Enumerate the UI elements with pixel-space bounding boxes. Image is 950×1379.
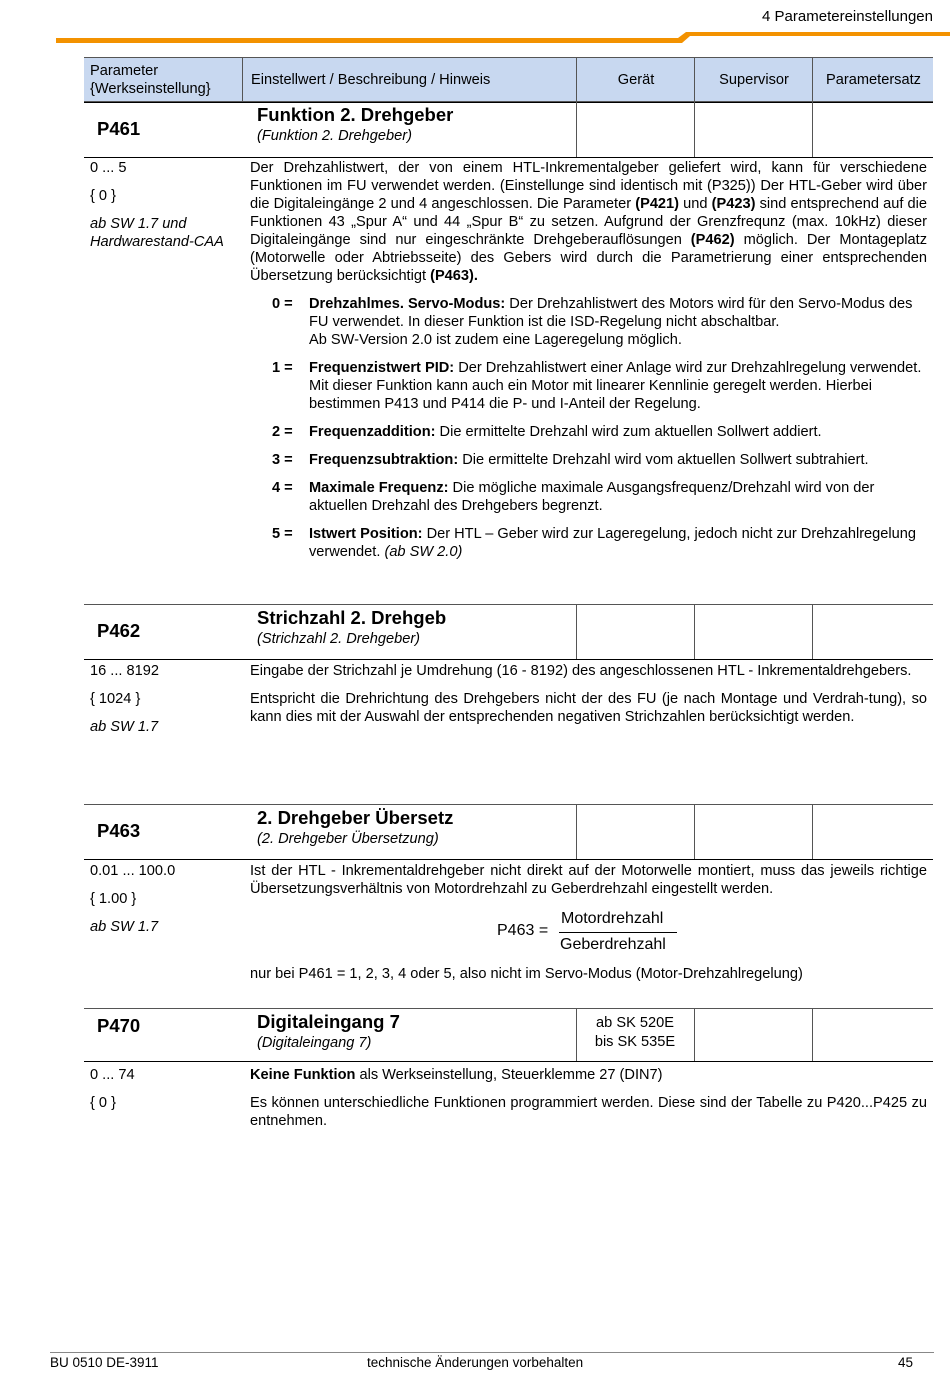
col-parameter-label: Parameter [90, 63, 159, 79]
p470-description [250, 1066, 927, 1140]
option-number: 4 = [272, 480, 293, 496]
formula-numerator: Motordrehzahl [561, 910, 664, 927]
p461-option [250, 451, 927, 469]
p462-version: ab SW 1.7 [90, 719, 159, 735]
p470-range: 0 ... 74 [90, 1067, 135, 1083]
option-number: 1 = [272, 360, 293, 376]
formula-lhs: P463 = [497, 922, 549, 939]
option-text: Drehzahlmes. Servo-Modus: Der Drehzahlistwert des Motors wird für den Servo-Modus des FU verwendet. In dieser Funktion ist die ISD-Regelung nicht abschaltbar. Ab SW-Version 2.0 ist zudem eine Lageregelung möglich. [309, 296, 913, 348]
p463-version: ab SW 1.7 [90, 919, 159, 935]
p461-default: { 0 } [90, 188, 116, 204]
p461-option [250, 423, 927, 441]
p470-geraet-from: ab SK 520E [596, 1015, 674, 1031]
page-number: 45 [898, 1355, 914, 1370]
p470-header [84, 1008, 933, 1062]
p461-option [250, 525, 927, 561]
p463-header [84, 804, 933, 860]
p470-subtitle: (Digitaleingang 7) [257, 1035, 372, 1051]
option-number: 2 = [272, 424, 293, 440]
p461-options [250, 295, 927, 561]
footer-note: technische Änderungen vorbehalten [367, 1355, 584, 1370]
p461-values [90, 159, 224, 261]
p462-subtitle: (Strichzahl 2. Drehgeber) [257, 631, 421, 647]
p462-id: P462 [97, 620, 141, 641]
p463-values [90, 862, 175, 946]
col-supervisor-label: Supervisor [719, 72, 789, 88]
p470-default: { 0 } [90, 1095, 116, 1111]
p463-id: P463 [97, 820, 141, 841]
option-number: 5 = [272, 526, 293, 542]
option-number: 0 = [272, 296, 293, 312]
col-default-label: {Werkseinstellung} [90, 81, 211, 97]
formula-denominator: Geberdrehzahl [560, 936, 666, 953]
p470-text2: Es können unterschiedliche Funktionen programmiert werden. Diese sind der Tabelle zu P420...P425 zu entnehmen. [250, 1095, 927, 1129]
p461-intro: Der Drehzahlistwert, der von einem HTL-Inkrementalgeber geliefert wird, kann für verschiedene Funktionen im FU verwendet werden. (Einstellunge sind identisch mit (P325)) Der HTL-Geber wird über die Digitaleingänge 2 und 4 angeschlossen. Die Parameter (P421) und (P423) sind entsprechend auf die Funktionen 43 „Spur A“ und 44 „Spur B“ zu setzen. Aufgrund der Grenzfrequnz (max. 10kHz) dieser Digitaleingänge sind nur eingeschränkte Drehgeberauflösungen (P462) möglich. Der Montageplatz (Motorwelle oder Abtriebsseite) des Gebers wird durch die Parametrierung einer entsprechenden Übersetzung berücksichtigt (P463). [250, 160, 927, 284]
p462-description [250, 662, 927, 736]
option-text: Frequenzaddition: Die ermittelte Drehzahl wird zum aktuellen Sollwert addiert. [309, 424, 822, 440]
p463-title: 2. Drehgeber Übersetz [257, 807, 454, 828]
table-header [84, 57, 933, 103]
p461-version: ab SW 1.7 und [90, 216, 187, 232]
p470-id: P470 [97, 1015, 141, 1036]
orange-header-bar [56, 32, 950, 50]
p461-header [84, 101, 933, 158]
p470-values [90, 1066, 135, 1122]
col-geraet-label: Gerät [617, 72, 655, 88]
p462-default: { 1024 } [90, 691, 141, 707]
p462-header [84, 604, 933, 660]
p462-range: 16 ... 8192 [90, 663, 159, 679]
p461-title: Funktion 2. Drehgeber [257, 104, 454, 125]
option-text: Frequenzsubtraktion: Die ermittelte Drehzahl wird vom aktuellen Sollwert subtrahiert. [309, 452, 869, 468]
p462-values [90, 662, 159, 746]
p461-hardware: Hardwarestand-CAA [90, 234, 224, 250]
chapter-title: 4 Parametereinstellungen [762, 8, 933, 25]
p462-text2: Entspricht die Drehrichtung des Drehgebers nicht der des FU (je nach Montage und Verdrah-tung), so kann dies mit der Auswahl der entsprechenden negativen Strichzahlen berücksichtigt werden. [250, 691, 927, 725]
p470-text1: Keine Funktion als Werkseinstellung, Steuerklemme 27 (DIN7) [250, 1067, 663, 1083]
option-text: Maximale Frequenz: Die mögliche maximale Ausgangsfrequenz/Drehzahl wird von der aktuellen Drehzahl des Drehgebers begrenzt. [309, 480, 875, 514]
option-number: 3 = [272, 452, 293, 468]
p461-option [250, 359, 927, 413]
option-text: Istwert Position: Der HTL – Geber wird zur Lageregelung, jedoch nicht zur Drehzahlregelung verwendet. (ab SW 2.0) [309, 526, 916, 560]
gear-ratio-formula [497, 908, 697, 958]
p463-subtitle: (2. Drehgeber Übersetzung) [257, 831, 439, 847]
p470-title: Digitaleingang 7 [257, 1011, 400, 1032]
col-parametersatz-label: Parametersatz [826, 72, 921, 88]
p461-range: 0 ... 5 [90, 160, 127, 176]
p461-option [250, 479, 927, 515]
col-description-label: Einstellwert / Beschreibung / Hinweis [251, 72, 491, 88]
p470-geraet [576, 1014, 694, 1052]
option-text: Frequenzistwert PID: Der Drehzahlistwert einer Anlage wird zur Drehzahlregelung verwendet. Mit dieser Funktion kann auch ein Motor mit linearer Kennlinie geregelt werden. Hierbei bestimmen P413 und P414 die P- und I-Anteil der Regelung. [309, 360, 922, 412]
p463-description [250, 862, 927, 908]
footer-divider [50, 1352, 934, 1353]
p461-id: P461 [97, 118, 141, 139]
footer-document-id: BU 0510 DE-3911 [50, 1355, 159, 1370]
p463-range: 0.01 ... 100.0 [90, 863, 176, 879]
p461-subtitle: (Funktion 2. Drehgeber) [257, 128, 412, 144]
p462-text1: Eingabe der Strichzahl je Umdrehung (16 - 8192) des angeschlossenen HTL - Inkrementaldrehgebers. [250, 663, 912, 679]
p470-geraet-to: bis SK 535E [594, 1034, 676, 1050]
p463-note [250, 965, 927, 993]
p461-description [250, 159, 927, 571]
p463-text2: nur bei P461 = 1, 2, 3, 4 oder 5, also nicht im Servo-Modus (Motor-Drehzahlregelung) [250, 966, 803, 982]
p463-text1: Ist der HTL - Inkrementaldrehgeber nicht direkt auf der Motorwelle montiert, muss das jeweils richtige Übersetzungsverhältnis von Motordrehzahl zu Geberdrehzahl eingestellt werden. [250, 863, 927, 897]
p462-title: Strichzahl 2. Drehgeb [257, 607, 447, 628]
p461-option [250, 295, 927, 349]
p463-default: { 1.00 } [90, 891, 137, 907]
